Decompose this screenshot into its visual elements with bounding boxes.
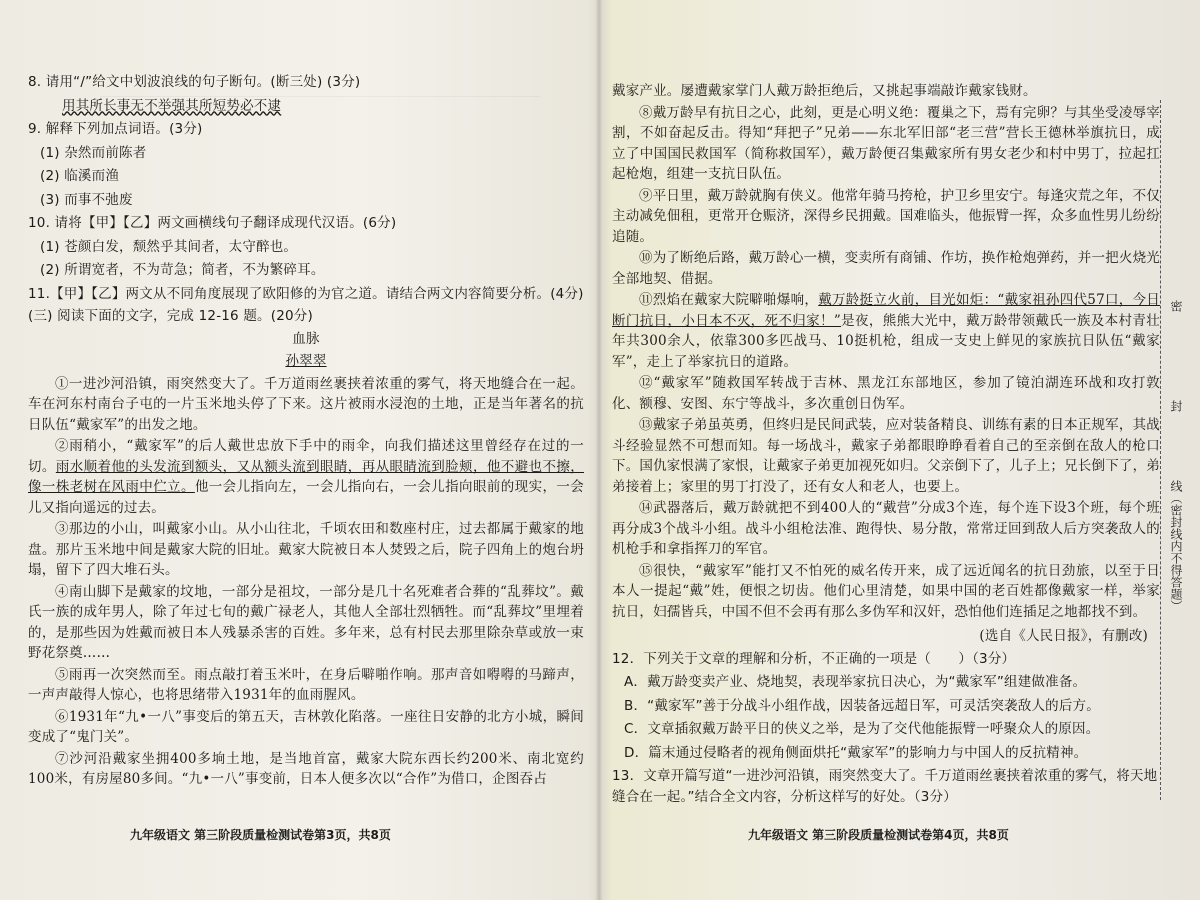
q12-option-b: B．“戴家军”善于分战斗小组作战，因装备远超日军，可灵活突袭敌人的后方。 xyxy=(624,697,1100,714)
binding-margin xyxy=(1160,100,1197,800)
q9-item-3: (3) 而事不弛废 xyxy=(40,191,133,208)
paragraph-7-continued: 戴家产业。屡遭戴家掌门人戴万龄拒绝后，又挑起事端敲诈戴家钱财。 xyxy=(612,83,1037,99)
page-4-content xyxy=(612,80,1160,809)
paragraph-2-rest: 他一会儿指向左，一会儿指向右，一会儿指向眼前的现实，一会儿又指向遥远的过去。 xyxy=(28,479,584,516)
paragraph-11 xyxy=(612,290,1160,372)
paragraph-5: ⑤雨再一次突然而至。雨点敲打着玉米叶，在身后噼啪作响。那声音如嘚嘚的马蹄声，一声声敲得人惊心，也将思绪带入1931年的血雨腥风。 xyxy=(28,666,584,703)
paragraph-2 xyxy=(28,436,584,518)
q9-item-1: (1) 杂然而前陈者 xyxy=(40,144,147,161)
article-title: 血脉 xyxy=(292,330,320,347)
q10-item-1: (1) 苍颜白发，颓然乎其间者，太守醉也。 xyxy=(40,238,298,255)
page-3-footer: 九年级语文 第三阶段质量检测试卷第3页，共8页 xyxy=(130,828,391,842)
article-author: 孙翠翠 xyxy=(285,353,327,369)
question-8: 8. 请用“/”给文中划波浪线的句子断句。(断三处) (3分) xyxy=(28,74,361,90)
page-4-footer: 九年级语文 第三阶段质量检测试卷第4页，共8页 xyxy=(748,828,1009,842)
q9-item-2: (2) 临溪而渔 xyxy=(40,168,120,184)
paragraph-2-underlined: 雨水顺着他的头发流到额头，又从额头流到眼睛，再从眼睛流到脸颊，他不避也不擦，像一株老树在风雨中伫立。 xyxy=(28,458,584,495)
paragraph-11-intro: ⑪烈焰在戴家大院噼啪爆响， xyxy=(639,292,819,308)
paragraph-7: ⑦沙河沿戴家坐拥400多垧土地，是当地首富，戴家大院东西长约200米、南北宽约100米，有房屋80多间。“九•一八”事变前，日本人便多次以“合作”为借口，企图吞占 xyxy=(28,750,584,787)
q12-option-c: C．文章插叙戴万龄平日的侠义之举，是为了交代他能振臂一呼聚众人的原因。 xyxy=(624,721,1100,737)
seal-mark-2: 封 xyxy=(1169,400,1183,412)
paragraph-4: ④南山脚下是戴家的坟地，一部分是祖坟，一部分是几十名死难者合葬的“乱葬坟”。戴氏一族的成年男人，除了年过七旬的戴广禄老人，其他人全部壮烈牺牲。而“乱葬坟”里埋着的，是那些因为姓戴而被日本人残暴杀害的百姓。多年来，总有村民去那里除杂草或放一束野花祭奠…… xyxy=(28,583,584,661)
seal-mark-1: 密 xyxy=(1169,300,1183,312)
question-9: 9. 解释下列加点词语。(3分) xyxy=(28,121,203,137)
q8-sentence: 用其所长事无不举强其所短势必不逮 xyxy=(62,97,282,114)
paragraph-8: ⑧戴万龄早有抗日之心，此刻，更是心明义绝：覆巢之下，焉有完卵？与其坐受凌辱宰割，不如奋起反击。得知“拜把子”兄弟——东北军旧部“老三营”营长王德林举旗抗日，成立了中国国民救国军（简称救国军），戴万龄便召集戴家所有男女老少和村中男丁，拉起扛起枪炮，组建一支抗日队伍。 xyxy=(612,104,1160,182)
page-3 xyxy=(0,0,598,900)
q12-option-a: A．戴万龄变卖产业、烧地契，表现举家抗日决心，为“戴家军”组建做准备。 xyxy=(624,674,1087,690)
paragraph-2-intro: ②雨稍小，“戴家军”的后人戴世忠放下手中的雨伞，向我们描述这里曾经存在过的一切。 xyxy=(28,438,584,475)
question-12: 12．下列关于文章的理解和分析，不正确的一项是（ ）（3分） xyxy=(612,650,1016,667)
paragraph-15: ⑮很快，“戴家军”能打又不怕死的威名传开来，成了远近闻名的抗日劲旅，以至于日本人一提起“戴”姓，便恨之切齿。他们心里清楚，如果中国的老百姓都像戴家一样，举家抗日，妇孺皆兵，中国不但不会再有那么多伪军和汉奸，恐怕他们连插足之地都找不到。 xyxy=(612,562,1160,620)
paragraph-6: ⑥1931年“九•一八”事变后的第五天，吉林敦化陷落。一座往日安静的北方小城，瞬间变成了“鬼门关”。 xyxy=(28,708,584,745)
paragraph-9: ⑨平日里，戴万龄就胸有侠义。他常年骑马挎枪，护卫乡里安宁。每逢灾荒之年，不仅主动减免佃租，更常开仓赈济，深得乡民拥戴。国难临头，他振臂一挥，众多血性男儿纷纷追随。 xyxy=(612,187,1160,245)
q12-option-d: D．篇末通过侵略者的视角侧面烘托“戴家军”的影响力与中国人的反抗精神。 xyxy=(624,744,1088,761)
paragraph-10: ⑩为了断绝后路，戴万龄心一横，变卖所有商铺、作坊，换作枪炮弹药，并一把火烧光全部地契、借据。 xyxy=(612,250,1160,287)
paragraph-11-rest: 是夜，熊熊大光中，戴万龄带领戴氏一族及本村青壮年共300余人，依靠300多匹战马、10挺机枪，组成一支史上鲜见的家族抗日队伍“戴家军”，走上了举家抗日的道路。 xyxy=(612,312,1160,370)
section-3-heading: (三) 阅读下面的文字，完成 12-16 题。(20分) xyxy=(28,308,313,324)
paragraph-13: ⑬戴家子弟虽英勇，但终归是民间武装，应对装备精良、训练有素的日本正规军，其战斗经验显然不可想而知。每一场战斗，戴家子弟都眼睁睁看着自己的至亲倒在敌人的枪口下。国仇家恨满了家恨，让戴家子弟更加视死如归。父亲倒下了，儿子上；兄长倒下了，弟弟接着上；家里的男丁打没了，还有女人和老人，也要上。 xyxy=(612,417,1160,495)
page-3-content xyxy=(28,70,584,791)
paragraph-3: ③那边的小山，叫戴家小山。从小山往北，千顷农田和数座村庄，过去都属于戴家的地盘。那片玉米地中间是戴家大院的旧址。戴家大院被日本人焚毁之后，院子四角上的炮台坍塌，留下了四大堆石头。 xyxy=(28,521,584,578)
question-13: 13．文章开篇写道“一进沙河沿镇，雨突然变大了。千万道雨丝裹挟着浓重的雾气，将天地缝合在一起。”结合全文内容，分析这样写的好处。（3分） xyxy=(612,768,1158,805)
paragraph-11-underlined: 戴万龄挺立火前，目光如炬：“戴家祖孙四代57口，今日断门抗日，小日本不灭，死不归家！” xyxy=(612,292,1160,329)
paragraph-14: ⑭武器落后，戴万龄就把不到400人的“戴营”分成3个连，每个连下设3个班，每个班再分成3个战斗小组。战斗小组枪法准、跑得快、易分散，常常迂回到敌人后方突袭敌人的机枪手和拿指挥刀的军官。 xyxy=(612,500,1160,557)
q10-item-2: (2) 所谓宽者，不为苛急；简者，不为繁碎耳。 xyxy=(40,262,325,278)
seal-mark-3: 线（密封线内不得答题） xyxy=(1169,480,1183,612)
article-source: (选自《人民日报》，有删改) xyxy=(979,628,1148,644)
paragraph-1: ①一进沙河沿镇，雨突然变大了。千万道雨丝裹挟着浓重的雾气，将天地缝合在一起。车在河东村南台子屯的一片玉米地头停了下来。这片被雨水浸泡的土地，正是当年著名的抗日队伍“戴家军”的出发之地。 xyxy=(28,375,584,433)
question-11: 11.【甲】【乙】两文从不同角度展现了欧阳修的为官之道。请结合两文内容简要分析。(4分) xyxy=(28,285,584,302)
question-10: 10. 请将【甲】【乙】两文画横线句子翻译成现代汉语。(6分) xyxy=(28,215,397,231)
page-4 xyxy=(600,0,1200,900)
paragraph-12: ⑫“戴家军”随救国军转战于吉林、黑龙江东部地区，参加了镜泊湖连环战和攻打敦化、额穆、安图、东宁等战斗，多次重创日伪军。 xyxy=(612,375,1160,412)
